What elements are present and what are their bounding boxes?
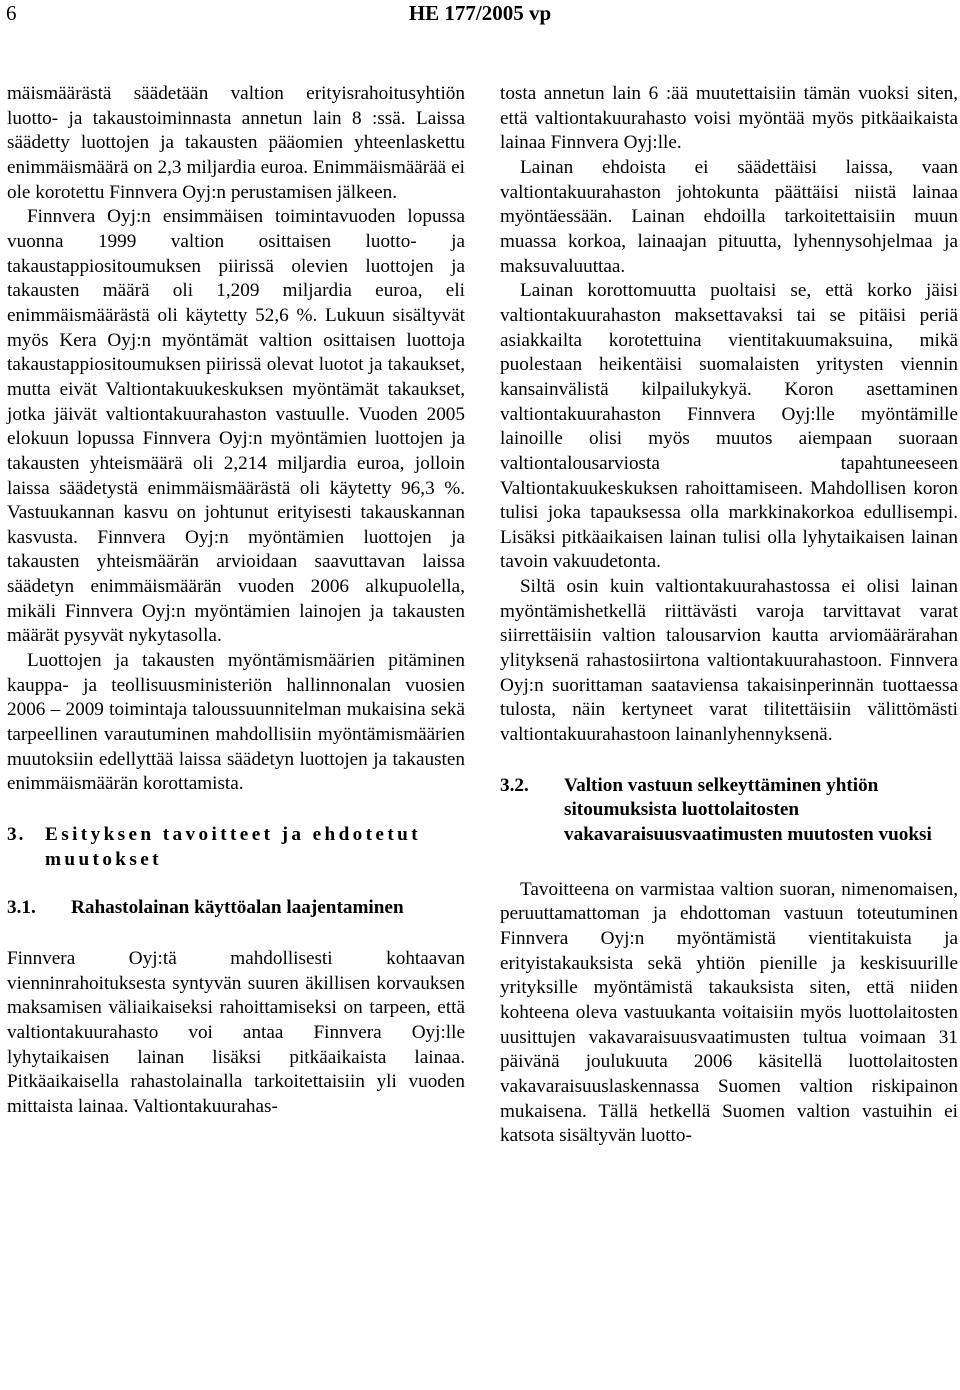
paragraph: Siltä osin kuin valtiontakuurahastossa ei olisi lainan myöntämishetkellä riittävästi varoja tarvittavat varat siirrettäisiin valtion talousarvion kautta arviomäärärahan ylityksenä rahastosiirtona valtiontakuurahastoon. Finnvera Oyj:n suorittaman saataviensa takaisinperinnän tuottaessa tulosta, näin kertyneet varat tilitettäisiin välittömästi valtiontakuurahastoon lainanlyhennyksenä. bbox=[500, 576, 958, 746]
paragraph: Tavoitteena on varmistaa valtion suoran, nimenomaisen, peruuttamattoman ja ehdottoman vastuun toteutuminen Finnvera Oyj:n myöntämistä vientitakuista ja erityistakauksista sekä yhtiön pienille ja keskisuurille yrityksille myöntämistä takauksista siten, että niiden kohteena oleva vastuukanta voitaisiin myös luottolaitosten uusittujen vakavaraisuusvaatimusten tultua voimaan 31 päivänä joulukuuta 2006 käsitellä luottolaitosten vakavaraisuuslaskennassa Suomen valtion riskipainon mukaisena. Tällä hetkellä Suomen valtion vastuihin ei katsota sisältyvän luotto- bbox=[500, 878, 958, 1147]
paragraph: Finnvera Oyj:n ensimmäisen toimintavuoden lopussa vuonna 1999 valtion osittaisen luotto- ja takaustappiositoumuksen piirissä olevien luottojen ja takausten määrä oli 1,209 miljardia euroa, eli enimmäismäärästä oli käytetty 52,6 %. Lukuun sisältyvät myös Kera Oyj:n myöntämät valtion osittaisen luottoja takaustappiositoumuksen piirissä olevat luotot ja takaukset, mutta eivät Valtiontakuukeskuksen myöntämät takaukset, jotka jäivät valtiontakuurahaston vastuulle. Vuoden 2005 elokuun lopussa Finnvera Oyj:n myöntämien luottojen ja takausten yhteismäärä oli 2,214 miljardia euroa, jolloin laissa säädetystä enimmäismäärästä oli käytetty 96,3 %. Vastuukannan kasvu on johtunut erityisesti takauskannan kasvusta. Finnvera Oyj:n myöntämien luottojen ja takausten yhteismäärän arvioidaan saavuttavan laissa säädetyn enimmäismäärän vuoden 2006 alkupuolella, mikäli Finnvera Oyj:n myöntämien lainojen ja takausten määrät pysyvät nykytasolla. bbox=[7, 206, 465, 647]
document-id: HE 177/2005 vp bbox=[408, 1, 552, 25]
subsection-number: 3.1. bbox=[7, 897, 36, 919]
page-number: 6 bbox=[6, 1, 17, 25]
paragraph: Finnvera Oyj:tä mahdollisesti kohtaavan vienninrahoituksesta syntyvän suuren äkillisen korvauksen maksamisen väliaikaiseksi rahoittamiseksi on tarpeen, että valtiontakuurahasto voi antaa Finnvera Oyj:lle lyhytaikaisen lainan lisäksi pitkäaikaista lainaa. Pitkäaikaisella rahastolainalla tarkoitettaisiin yli vuoden mittaista lainaa. Valtiontakuurahas- bbox=[7, 948, 465, 1117]
section-title: Esityksen tavoitteet ja ehdotetut muutokset bbox=[45, 824, 421, 870]
page-header bbox=[0, 0, 960, 40]
paragraph: Lainan ehdoista ei säädettäisi laissa, vaan valtiontakuurahaston johtokunta päättäisi niistä lainaa myöntäessään. Lainan ehdoilla tarkoitettaisiin muun muassa korkoa, lainaajan pituutta, lyhennysohjelmaa ja maksuvaluuttaa. bbox=[500, 156, 958, 277]
section-number: 3. bbox=[7, 824, 26, 846]
paragraph: mäismäärästä säädetään valtion erityisrahoitusyhtiön luotto- ja takaustoiminnasta annetun lain 8 :ssä. Laissa säädetty luottojen ja takausten pääomien yhteenlaskettu enimmäismäärä on 2,3 miljardia euroa. Enimmäismäärää ei ole korotettu Finnvera Oyj:n perustamisen jälkeen. bbox=[7, 83, 465, 203]
left-column bbox=[7, 82, 465, 1120]
right-column bbox=[500, 82, 958, 1149]
paragraph: tosta annetun lain 6 :ää muutettaisiin tämän vuoksi siten, että valtiontakuurahasto voisi myöntää myös pitkäaikaista lainaa Finnvera Oyj:lle. bbox=[500, 83, 958, 154]
subsection-number: 3.2. bbox=[500, 774, 529, 796]
subsection-title: Rahastolainan käyttöalan laajentaminen bbox=[71, 897, 404, 919]
section-heading bbox=[7, 823, 465, 872]
paragraph: Luottojen ja takausten myöntämismäärien pitäminen kauppa- ja teollisuusministeriön hallinnonalan vuosien 2006 – 2009 toimintaja taloussuunnitelman mukaisina sekä tarpeellinen varautuminen mahdollisiin myöntämismäärien muutoksiin edellyttää laissa säädetyn luottojen ja takausten enimmäismäärän korottamista. bbox=[7, 650, 465, 795]
subsection-title: Valtion vastuun selkeyttäminen yhtiön sitoumuksista luottolaitosten vakavaraisuusvaatimusten muutosten vuoksi bbox=[564, 774, 932, 846]
subsection-heading bbox=[500, 774, 958, 848]
subsection-heading bbox=[7, 896, 465, 921]
paragraph: Lainan korottomuutta puoltaisi se, että korko jäisi valtiontakuurahaston maksettavaksi tai se pitäisi periä asiakkailta korotettuina vientitakuumaksuina, mikä puolestaan heikentäisi suomalaisten yritysten viennin kansainvälistä kilpailukykyä. Koron asettaminen valtiontakuurahaston Finnvera Oyj:lle myöntämille lainoille olisi myös muutos aiempaan suoraan valtiontalousarviosta tapahtuneeseen Valtiontakuukeskuksen rahoittamiseen. Mahdollisen koron tulisi joka tapauksessa olla markkinakorkoa edullisempi. Lisäksi pitkäaikaisen lainan tulisi olla lyhytaikaisen lainan tavoin vakuudetonta. bbox=[500, 280, 958, 573]
